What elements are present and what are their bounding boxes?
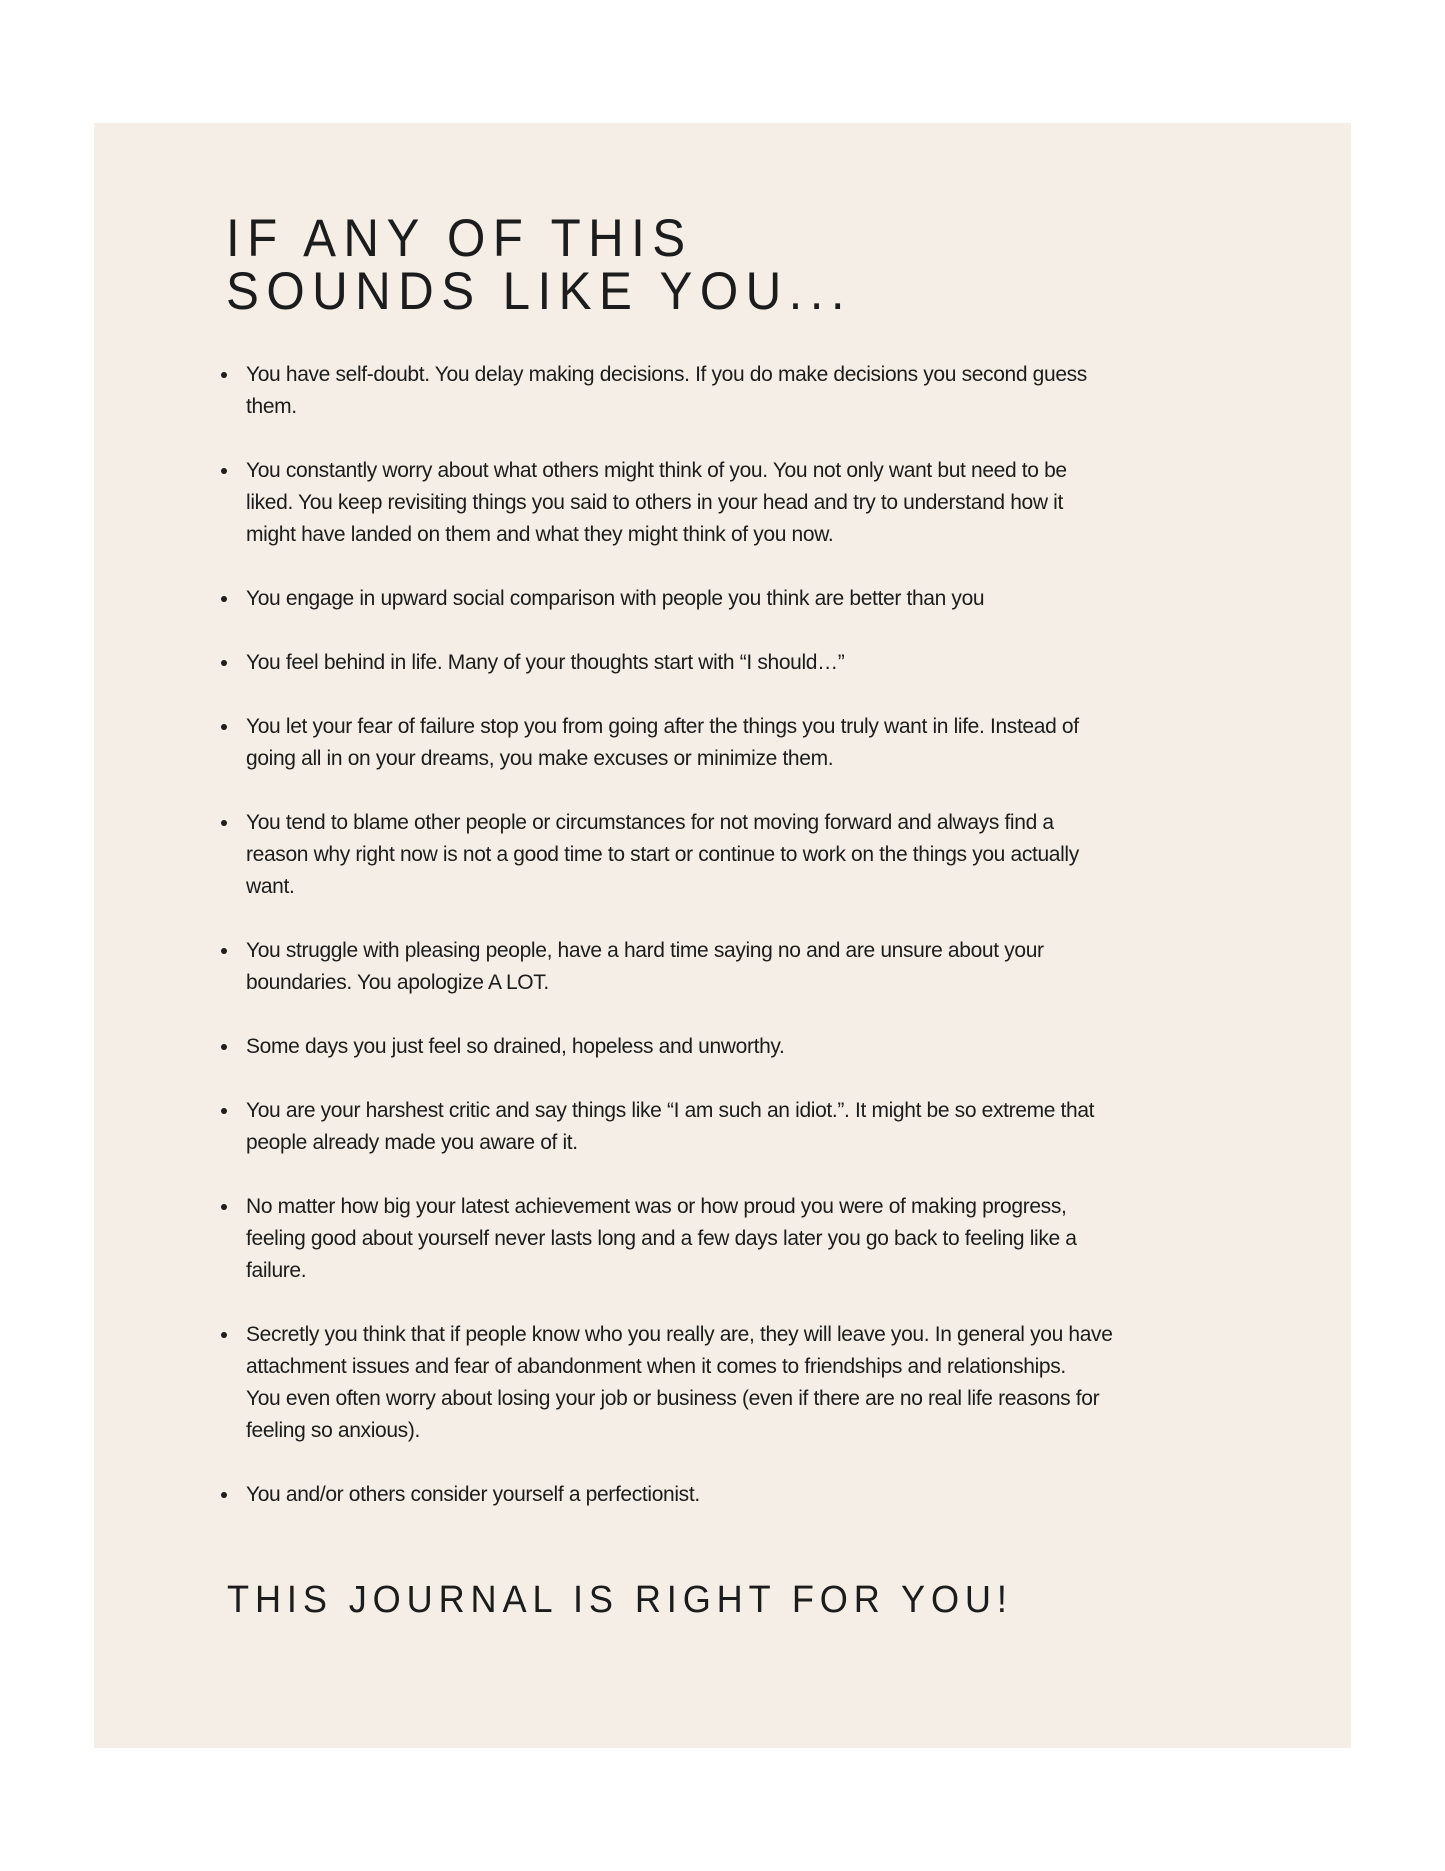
bullet-icon — [221, 1492, 227, 1498]
bullet-icon — [221, 1332, 227, 1338]
list-item — [246, 935, 1256, 999]
list-item-line: You even often worry about losing your job or business (even if there are no real life reasons for — [246, 1387, 1100, 1410]
list-item-line: feeling so anxious). — [246, 1419, 420, 1442]
bullet-icon — [221, 660, 227, 666]
list-item-line: feeling good about yourself never lasts long and a few days later you go back to feeling like a — [246, 1227, 1077, 1250]
symptom-list — [246, 359, 1256, 1543]
list-item-line: No matter how big your latest achievement was or how proud you were of making progress, — [246, 1195, 1067, 1218]
list-item-line: liked. You keep revisiting things you said to others in your head and try to understand how it — [246, 491, 1063, 514]
closing-heading: THIS JOURNAL IS RIGHT FOR YOU! — [227, 1579, 1013, 1621]
list-item-line: attachment issues and fear of abandonment when it comes to friendships and relationships. — [246, 1355, 1066, 1378]
list-item-line: You tend to blame other people or circumstances for not moving forward and always find a — [246, 811, 1054, 834]
bullet-icon — [221, 372, 227, 378]
list-item-line: Secretly you think that if people know who you really are, they will leave you. In general you have — [246, 1323, 1113, 1346]
list-item — [246, 455, 1256, 551]
bullet-icon — [221, 724, 227, 730]
list-item-line: might have landed on them and what they might think of you now. — [246, 523, 834, 546]
heading-line: SOUNDS LIKE YOU... — [226, 262, 853, 321]
bullet-icon — [221, 1044, 227, 1050]
list-item-line: You engage in upward social comparison with people you think are better than you — [246, 587, 985, 610]
bullet-icon — [221, 596, 227, 602]
page-heading — [226, 209, 853, 321]
bullet-icon — [221, 948, 227, 954]
list-item-line: people already made you aware of it. — [246, 1131, 578, 1154]
list-item — [246, 1319, 1256, 1447]
list-item — [246, 1191, 1256, 1287]
list-item-line: failure. — [246, 1259, 307, 1282]
list-item — [246, 359, 1256, 423]
list-item — [246, 583, 1256, 615]
list-item — [246, 711, 1256, 775]
list-item-line: You are your harshest critic and say things like “I am such an idiot.”. It might be so extreme that — [246, 1099, 1095, 1122]
bullet-icon — [221, 468, 227, 474]
list-item-line: You and/or others consider yourself a perfectionist. — [246, 1483, 700, 1506]
list-item-line: You feel behind in life. Many of your thoughts start with “I should…” — [246, 651, 845, 674]
bullet-icon — [221, 1204, 227, 1210]
list-item-line: boundaries. You apologize A LOT. — [246, 971, 549, 994]
list-item — [246, 1479, 1256, 1511]
list-item-line: You struggle with pleasing people, have a hard time saying no and are unsure about your — [246, 939, 1044, 962]
bullet-icon — [221, 1108, 227, 1114]
heading-line: IF ANY OF THIS — [226, 209, 693, 268]
list-item-line: them. — [246, 395, 297, 418]
list-item-line: You let your fear of failure stop you from going after the things you truly want in life. Instead of — [246, 715, 1079, 738]
list-item — [246, 807, 1256, 903]
list-item-line: Some days you just feel so drained, hopeless and unworthy. — [246, 1035, 785, 1058]
list-item — [246, 1031, 1256, 1063]
list-item-line: going all in on your dreams, you make excuses or minimize them. — [246, 747, 834, 770]
list-item-line: You have self-doubt. You delay making decisions. If you do make decisions you second guess — [246, 363, 1087, 386]
list-item-line: want. — [246, 875, 295, 898]
list-item-line: reason why right now is not a good time to start or continue to work on the things you actually — [246, 843, 1079, 866]
list-item — [246, 647, 1256, 679]
list-item — [246, 1095, 1256, 1159]
bullet-icon — [221, 820, 227, 826]
list-item-line: You constantly worry about what others might think of you. You not only want but need to be — [246, 459, 1067, 482]
